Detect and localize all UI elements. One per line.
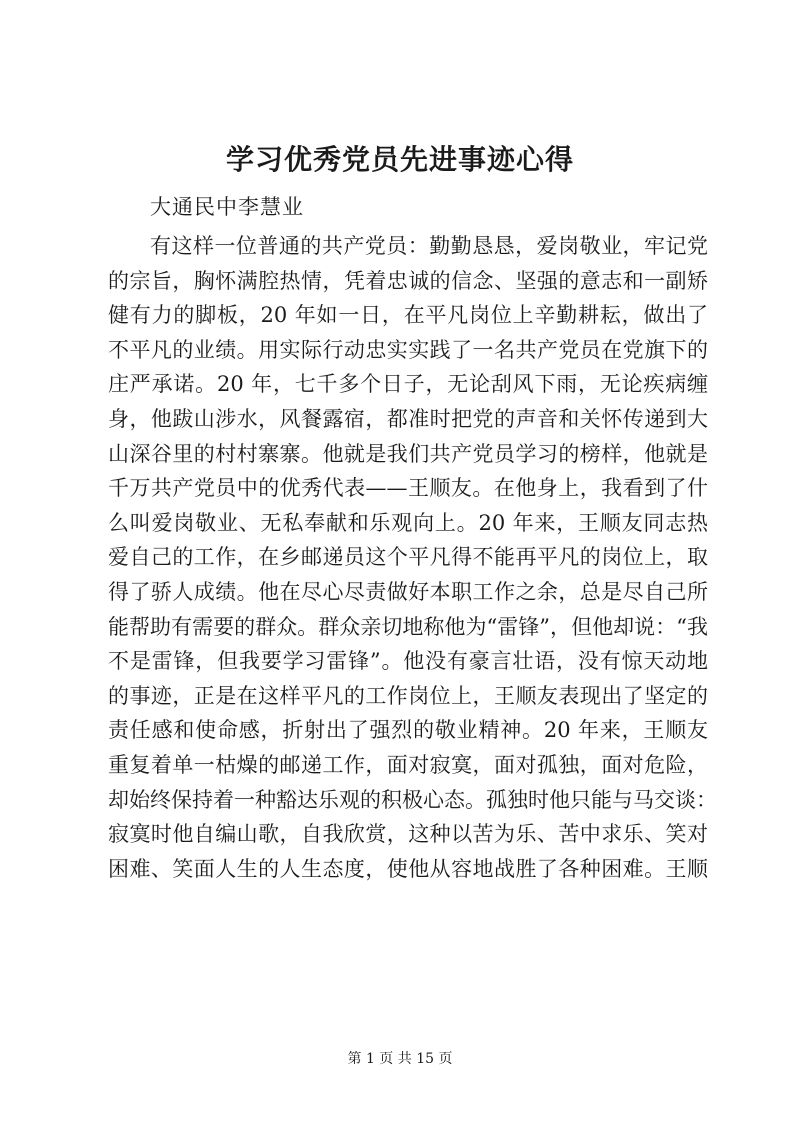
body-line: 能帮助有需要的群众。群众亲切地称他为“雷锋”，但他却说：“我 xyxy=(108,614,708,639)
body-line: 不平凡的业绩。用实际行动忠实实践了一名共产党员在党旗下的 xyxy=(108,337,708,362)
body-line: 山深谷里的村村寨寨。他就是我们共产党员学习的榜样，他就是 xyxy=(108,441,708,466)
page-footer: 第 1 页 共 15 页 xyxy=(347,1051,453,1067)
body-line: 困难、笑面人生的人生态度，使他从容地战胜了各种困难。王顺 xyxy=(108,856,708,881)
body-line: 千万共产党员中的优秀代表——王顺友。在他身上，我看到了什 xyxy=(108,476,708,501)
body-line: 的宗旨，胸怀满腔热情，凭着忠诚的信念、坚强的意志和一副矫 xyxy=(108,268,708,293)
body-line: 爱自己的工作，在乡邮递员这个平凡得不能再平凡的岗位上，取 xyxy=(108,545,708,570)
document-author: 大通民中李慧业 xyxy=(150,195,304,219)
body-line: 的事迹，正是在这样平凡的工作岗位上，王顺友表现出了坚定的 xyxy=(108,683,708,708)
body-line: 寂寞时他自编山歌，自我欣赏，这种以苦为乐、苦中求乐、笑对 xyxy=(108,822,708,847)
body-line: 有这样一位普通的共产党员：勤勤恳恳，爱岗敬业，牢记党 xyxy=(150,234,708,258)
document-title: 学习优秀党员先进事迹心得 xyxy=(225,143,574,176)
body-line: 重复着单一枯燥的邮递工作，面对寂寞，面对孤独，面对危险， xyxy=(108,752,708,777)
body-line: 责任感和使命感，折射出了强烈的敬业精神。20 年来，王顺友 xyxy=(108,718,708,743)
body-line: 不是雷锋，但我要学习雷锋”。他没有豪言壮语，没有惊天动地 xyxy=(108,649,708,674)
document-body xyxy=(108,229,717,886)
body-line: 得了骄人成绩。他在尽心尽责做好本职工作之余，总是尽自己所 xyxy=(108,579,708,604)
body-line: 么叫爱岗敬业、无私奉献和乐观向上。20 年来，王顺友同志热 xyxy=(108,510,708,535)
body-line: 身，他跋山涉水，风餐露宿，都准时把党的声音和关怀传递到大 xyxy=(108,406,708,431)
body-line: 却始终保持着一种豁达乐观的积极心态。孤独时他只能与马交谈： xyxy=(108,787,717,812)
body-line: 庄严承诺。20 年，七千多个日子，无论刮风下雨，无论疾病缠 xyxy=(108,372,708,397)
body-line: 健有力的脚板，20 年如一日，在平凡岗位上辛勤耕耘，做出了 xyxy=(108,303,708,328)
